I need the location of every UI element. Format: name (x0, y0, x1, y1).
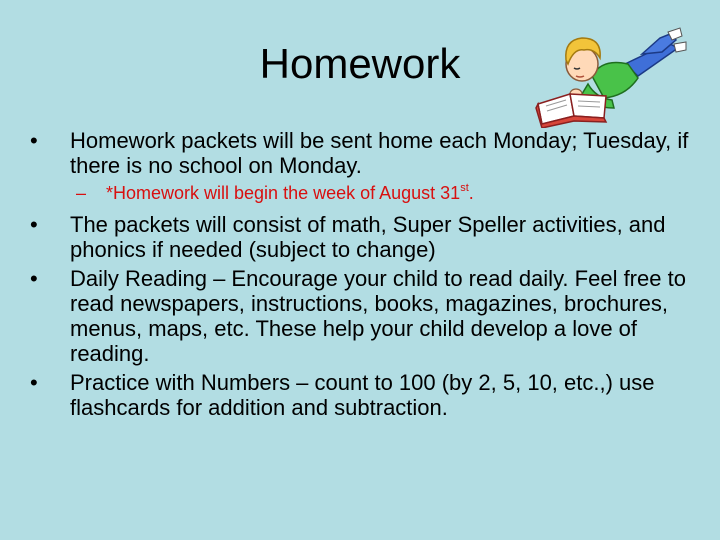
bullet-dot: • (30, 128, 38, 153)
bullet-dot: • (30, 266, 38, 291)
slide-title: Homework (259, 40, 461, 87)
sub-bullet-item (26, 182, 706, 204)
sub-bullet-text: *Homework will begin the week of August 31 (106, 183, 461, 203)
bullet-item (26, 128, 706, 178)
bullet-item (26, 212, 706, 262)
bullet-item (26, 370, 706, 420)
bullet-item (26, 266, 706, 366)
bullet-text: Daily Reading – Encourage your child to read daily. Feel free to read newspapers, instructions, books, magazines, brochures, menus, maps, etc. These help your child develop a love of reading. (70, 266, 686, 366)
boy-reading-book-icon (530, 24, 690, 128)
sub-bullet-superscript: st (460, 182, 469, 194)
bullet-dot: • (30, 370, 38, 395)
sub-bullet-dash: – (76, 183, 87, 203)
slide-body (26, 128, 706, 424)
bullet-text: Homework packets will be sent home each Monday; Tuesday, if there is no school on Monday. (70, 128, 689, 178)
bullet-dot: • (30, 212, 38, 237)
bullet-text: The packets will consist of math, Super Speller activities, and phonics if needed (subject to change) (70, 212, 666, 262)
sub-bullet-period: . (468, 183, 474, 203)
bullet-text: Practice with Numbers – count to 100 (by 2, 5, 10, etc.,) use flashcards for addition and subtraction. (70, 370, 655, 420)
